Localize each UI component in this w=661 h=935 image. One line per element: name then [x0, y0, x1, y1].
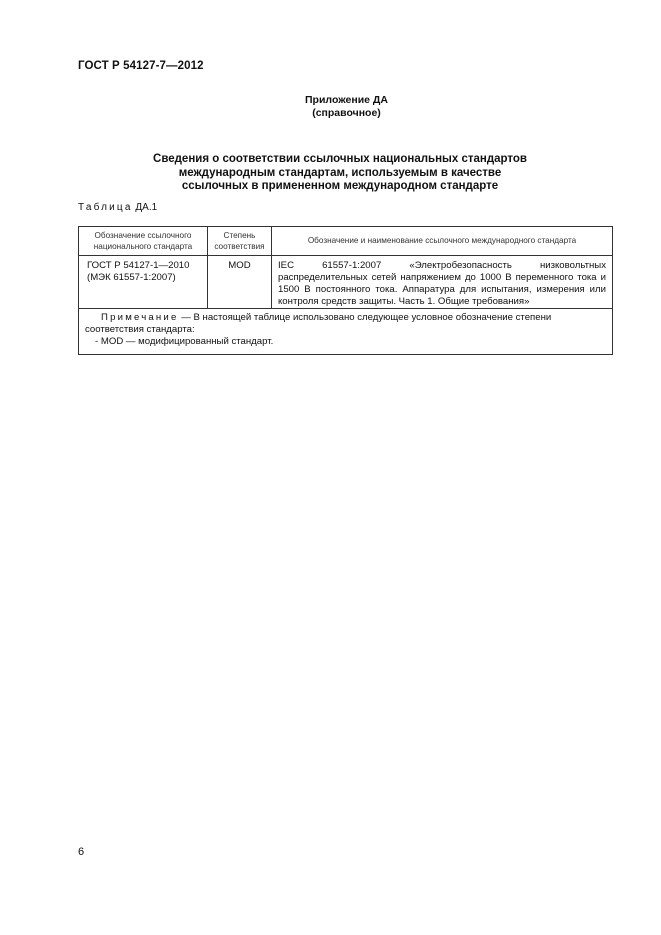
table-caption-label: Таблица: [78, 202, 133, 213]
table-row: [79, 256, 613, 309]
page-number: 6: [78, 846, 85, 858]
section-title: [120, 153, 560, 194]
note-label: Примечание: [101, 312, 179, 323]
correspondence-table: [78, 226, 613, 355]
section-title-line: ссылочных в примененном международном стандарте: [181, 180, 499, 192]
international-standard-cell: IEC 61557-1:2007 «Электробезопасность низковольтных распределительных сетей напряжением до 1000 В переменного тока и 1500 В постоянного тока. Аппаратура для испытания, измерения или контроля средств защиты. Часть 1. Общие требования»: [272, 256, 613, 309]
degree-cell: MOD: [208, 256, 272, 309]
document-code: ГОСТ Р 54127-7—2012: [78, 60, 204, 72]
note-item: - MOD — модифицированный стандарт.: [95, 336, 274, 347]
table-note-row: [79, 309, 613, 355]
appendix-subtitle: (справочное): [312, 107, 381, 119]
section-title-line: Сведения о соответствии ссылочных национальных стандартов: [153, 153, 527, 165]
appendix-heading: [0, 94, 661, 120]
section-title-line: международным стандартам, используемым в качестве: [178, 166, 502, 179]
header-national-standard: Обозначение ссылочного национального стандарта: [79, 227, 208, 256]
national-standard-cell: ГОСТ Р 54127-1—2010 (МЭК 61557-1:2007): [79, 256, 208, 309]
table-note: [79, 309, 613, 355]
header-international-standard: Обозначение и наименование ссылочного международного стандарта: [272, 227, 613, 256]
header-degree: Степень соответствия: [208, 227, 272, 256]
table-caption: [78, 202, 157, 213]
table-caption-number: ДА.1: [135, 202, 158, 213]
appendix-title: Приложение ДА: [305, 94, 388, 106]
table-header-row: [79, 227, 613, 256]
note-text: — В настоящей таблице использовано следующее условное обозначение степени соответствия стандарта:: [85, 312, 552, 335]
